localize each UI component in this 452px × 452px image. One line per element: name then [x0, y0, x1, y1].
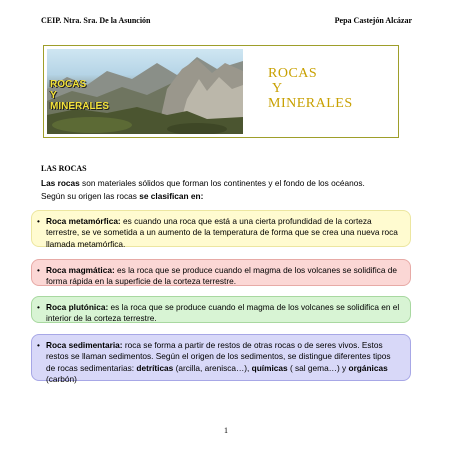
rock-type-text: roca se forma a partir de restos de otras rocas o de seres vivos. Estos restos se llaman sedimentos. Según el origen de los sedimentos, se distingue diferentes tipos de rocas sedimentarias: [46, 340, 391, 373]
rock-type-text: es la roca que se produce cuando el magma de los volcanes se solidifica en el interior de la corteza terrestre. [46, 302, 400, 324]
rock-type-box-magmatica [31, 259, 411, 286]
section-title: LAS ROCAS [41, 164, 87, 173]
intro-text: Según su origen las rocas [41, 191, 140, 201]
big-title-line: ROCAS [268, 66, 318, 81]
intro-paragraph [41, 177, 413, 203]
rock-type-name: Roca metamórfica: [46, 216, 121, 226]
page-number: 1 [224, 426, 228, 435]
header-school: CEIP. Ntra. Sra. De la Asunción [41, 16, 151, 25]
rock-type-text: (carbón) [46, 373, 77, 384]
rock-type-text: es cuando una roca que está a una cierta profundidad de la corteza terrestre, se ve sometida a un aumento de la temperatura de forma que se crea una nueva roca llamada metamórfica. [46, 216, 398, 249]
bullet-icon: • [37, 216, 40, 226]
bullet-icon: • [37, 302, 40, 312]
intro-text: son materiales sólidos que forman los continentes y el fondo de los océanos. [79, 178, 365, 188]
intro-bold: se clasifican en: [139, 191, 204, 201]
rock-subtype: químicas [251, 362, 288, 373]
bullet-icon: • [37, 340, 40, 350]
intro-bold: Las rocas [41, 178, 80, 188]
big-title-line: MINERALES [268, 96, 353, 111]
rock-type-text: es la roca que se produce cuando el magma de los volcanes se solidifica de forma rápida en la superficie de la corteza terrestre. [46, 265, 397, 287]
big-title-line: Y [272, 81, 283, 96]
rock-type-box-plutonica [31, 296, 411, 323]
big-title [268, 66, 353, 111]
header-author: Pepa Castejón Alcázar [334, 16, 412, 25]
rock-type-box-metamorfica [31, 210, 411, 247]
bullet-icon: • [37, 265, 40, 275]
rock-subtype: orgánicas [348, 362, 388, 373]
rocks-photo [47, 49, 243, 134]
title-banner [43, 45, 399, 138]
rock-type-name: Roca sedimentaria: [46, 340, 123, 350]
rock-type-name: Roca plutónica: [46, 302, 109, 312]
rock-type-text: ( sal gema…) y [287, 362, 349, 373]
photo-title: ROCAS Y MINERALES [50, 79, 109, 112]
rock-type-name: Roca magmática: [46, 265, 115, 275]
rock-subtype: detríticas [136, 362, 174, 373]
rock-type-text: (arcilla, arenisca…), [173, 362, 252, 373]
rock-type-box-sedimentaria [31, 334, 411, 384]
